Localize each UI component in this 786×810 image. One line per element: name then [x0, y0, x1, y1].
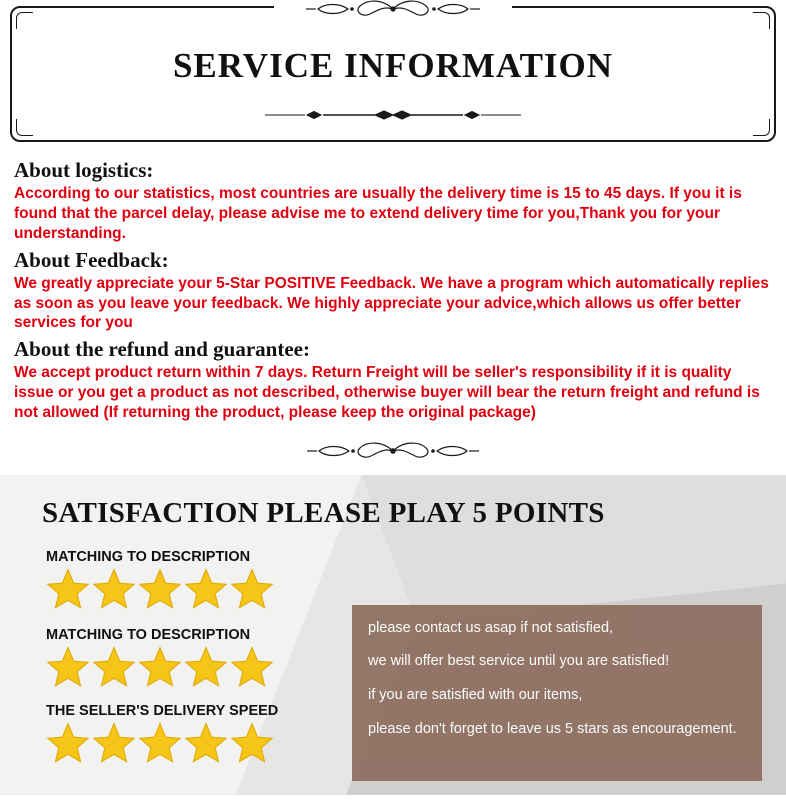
service-info-content [0, 142, 786, 423]
star-icon [46, 721, 90, 763]
star-icon [92, 721, 136, 763]
satisfaction-title: SATISFACTION PLEASE PLAY 5 POINTS [42, 496, 605, 529]
rating-block-matching-description-2 [46, 627, 276, 687]
note-line: please contact us asap if not satisfied, [368, 619, 614, 636]
star-icon [138, 721, 182, 763]
star-icon [230, 721, 274, 763]
rating-block-matching-description-1 [46, 549, 276, 609]
rating-label: MATCHING TO DESCRIPTION [46, 626, 251, 643]
section-heading-refund: About the refund and guarantee: [14, 337, 310, 362]
section-body-refund: We accept product return within 7 days. Return Freight will be seller's responsibility if it is quality issue or you get a product as not described, otherwise buyer will bear the return freight and refund is not allowed (If returning the product, please keep the original package) [14, 364, 760, 422]
rating-label: MATCHING TO DESCRIPTION [46, 548, 251, 565]
service-information-banner [10, 6, 776, 142]
section-heading-feedback: About Feedback: [14, 247, 169, 272]
star-icon [138, 567, 182, 609]
star-icon [46, 567, 90, 609]
star-icon [184, 645, 228, 687]
note-line: please don't forget to leave us 5 stars as encouragement. [368, 720, 737, 737]
banner-corner-top-right [753, 12, 770, 29]
banner-corner-bottom-right [753, 119, 770, 136]
contact-note-box [352, 605, 762, 781]
star-icon [46, 645, 90, 687]
star-icon [184, 721, 228, 763]
star-icon [138, 645, 182, 687]
rating-label: THE SELLER'S DELIVERY SPEED [46, 702, 279, 719]
star-icon [184, 567, 228, 609]
star-icon [230, 645, 274, 687]
star-icon [230, 567, 274, 609]
section-heading-logistics: About logistics: [14, 158, 154, 182]
star-rating-2 [46, 645, 276, 687]
note-line: if you are satisfied with our items, [368, 687, 583, 703]
flourish-ornament-icon [274, 0, 512, 22]
page-title: SERVICE INFORMATION [172, 46, 614, 85]
star-icon [92, 645, 136, 687]
section-body-feedback: We greatly appreciate your 5-Star POSITIVE Feedback. We have a program which automatically replies as soon as you leave your feedback. We highly appreciate your advice,which allows us offer better services for you [14, 274, 769, 332]
rating-block-delivery-speed [46, 703, 278, 763]
banner-corner-bottom-left [16, 119, 33, 136]
satisfaction-panel [0, 475, 786, 795]
section-body-logistics: According to our statistics, most countries are usually the delivery time is 15 to 45 days. If you it is found that the parcel delay, please advise me to extend delivery time for you,Thank you for your understanding. [14, 185, 742, 242]
banner-corner-top-left [16, 12, 33, 29]
double-flourish-ornament-icon [263, 436, 523, 471]
star-rating-1 [46, 567, 276, 609]
star-rating-3 [46, 721, 278, 763]
diamond-rule-ornament-icon [213, 106, 573, 124]
section-divider [0, 437, 786, 471]
note-line: we will offer best service until you are satisfied! [368, 653, 670, 670]
star-icon [92, 567, 136, 609]
